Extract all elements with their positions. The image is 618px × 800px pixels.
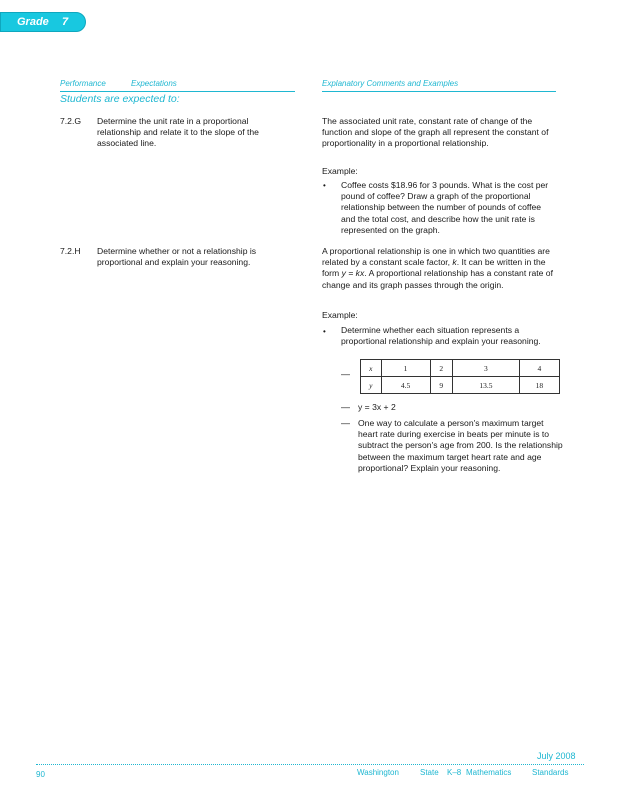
- expectation-7-2-h: Determine whether or not a relationship is proportional and explain your reasoning.: [97, 246, 257, 268]
- footer-word: State: [420, 768, 439, 777]
- bullet-2: •: [323, 327, 326, 336]
- y-header: y: [361, 377, 382, 394]
- expectation-7-2-g: Determine the unit rate in a proportional relationship and relate it to the slope of the associated line.: [97, 116, 259, 149]
- comment-7-2-h: A proportional relationship is one in which two quantities are related by a constant scale factor, k. It can be written in the form y = kx. A proportional relationship has a constant rate of change and its graph passes through the origin.: [322, 246, 553, 290]
- students-expected-heading: Students are expected to:: [60, 93, 180, 105]
- dash-2: —: [341, 402, 350, 412]
- equation-example: y = 3x + 2: [358, 402, 396, 412]
- grade-number: 7: [62, 16, 69, 28]
- xy-table: [360, 359, 560, 394]
- table-cell: 9: [430, 377, 452, 394]
- example-label-2: Example:: [322, 310, 358, 320]
- bullet-1: •: [323, 181, 326, 190]
- table-cell: 3: [453, 360, 520, 377]
- footer-word: K–8: [447, 768, 462, 777]
- table-row-y: [361, 377, 560, 394]
- example-coffee: Coffee costs $18.96 for 3 pounds. What is the cost per pound of coffee? Draw a graph of the proportional relationship between the number of pounds of coffee and the total cost, and describe how the unit rate is represented on the graph.: [341, 180, 549, 235]
- comment-7-2-g: The associated unit rate, constant rate of change of the function and slope of the graph all represent the constant of proportionality in a proportional relationship.: [322, 116, 549, 149]
- example-proportional-instructions: Determine whether each situation represents a proportional relationship and explain your reasoning.: [341, 325, 541, 347]
- grade-tab: [0, 12, 86, 32]
- table-cell: 4.5: [381, 377, 430, 394]
- page-number: 90: [36, 770, 45, 779]
- code-7-2-g: 7.2.G: [60, 116, 82, 126]
- footer-date: July 2008: [537, 751, 576, 761]
- footer-word: Mathematics: [466, 768, 512, 777]
- left-header-rule: [60, 91, 295, 92]
- col-head-comments: Explanatory Comments and Examples: [322, 79, 459, 88]
- table-cell: 4: [519, 360, 559, 377]
- table-cell: 1: [381, 360, 430, 377]
- x-header: x: [361, 360, 382, 377]
- footer-word: Standards: [532, 768, 569, 777]
- heart-rate-example: One way to calculate a person's maximum target heart rate during exercise in beats per minute is to subtract the person's age from 200. Is the relationship between the maximum target heart rate and age proportional? Explain your reasoning.: [358, 418, 563, 473]
- dash-1: —: [341, 369, 350, 379]
- footer-word: Washington: [357, 768, 399, 777]
- col-head-performance: Performance: [60, 79, 106, 88]
- right-header-rule: [322, 91, 556, 92]
- table-cell: 2: [430, 360, 452, 377]
- code-7-2-h: 7.2.H: [60, 246, 81, 256]
- table-row-x: [361, 360, 560, 377]
- table-cell: 18: [519, 377, 559, 394]
- example-label-1: Example:: [322, 166, 358, 176]
- table-cell: 13.5: [453, 377, 520, 394]
- grade-label: Grade: [17, 16, 49, 28]
- footer-dotted-rule: [36, 764, 584, 765]
- dash-3: —: [341, 418, 350, 428]
- col-head-expectations: Expectations: [131, 79, 177, 88]
